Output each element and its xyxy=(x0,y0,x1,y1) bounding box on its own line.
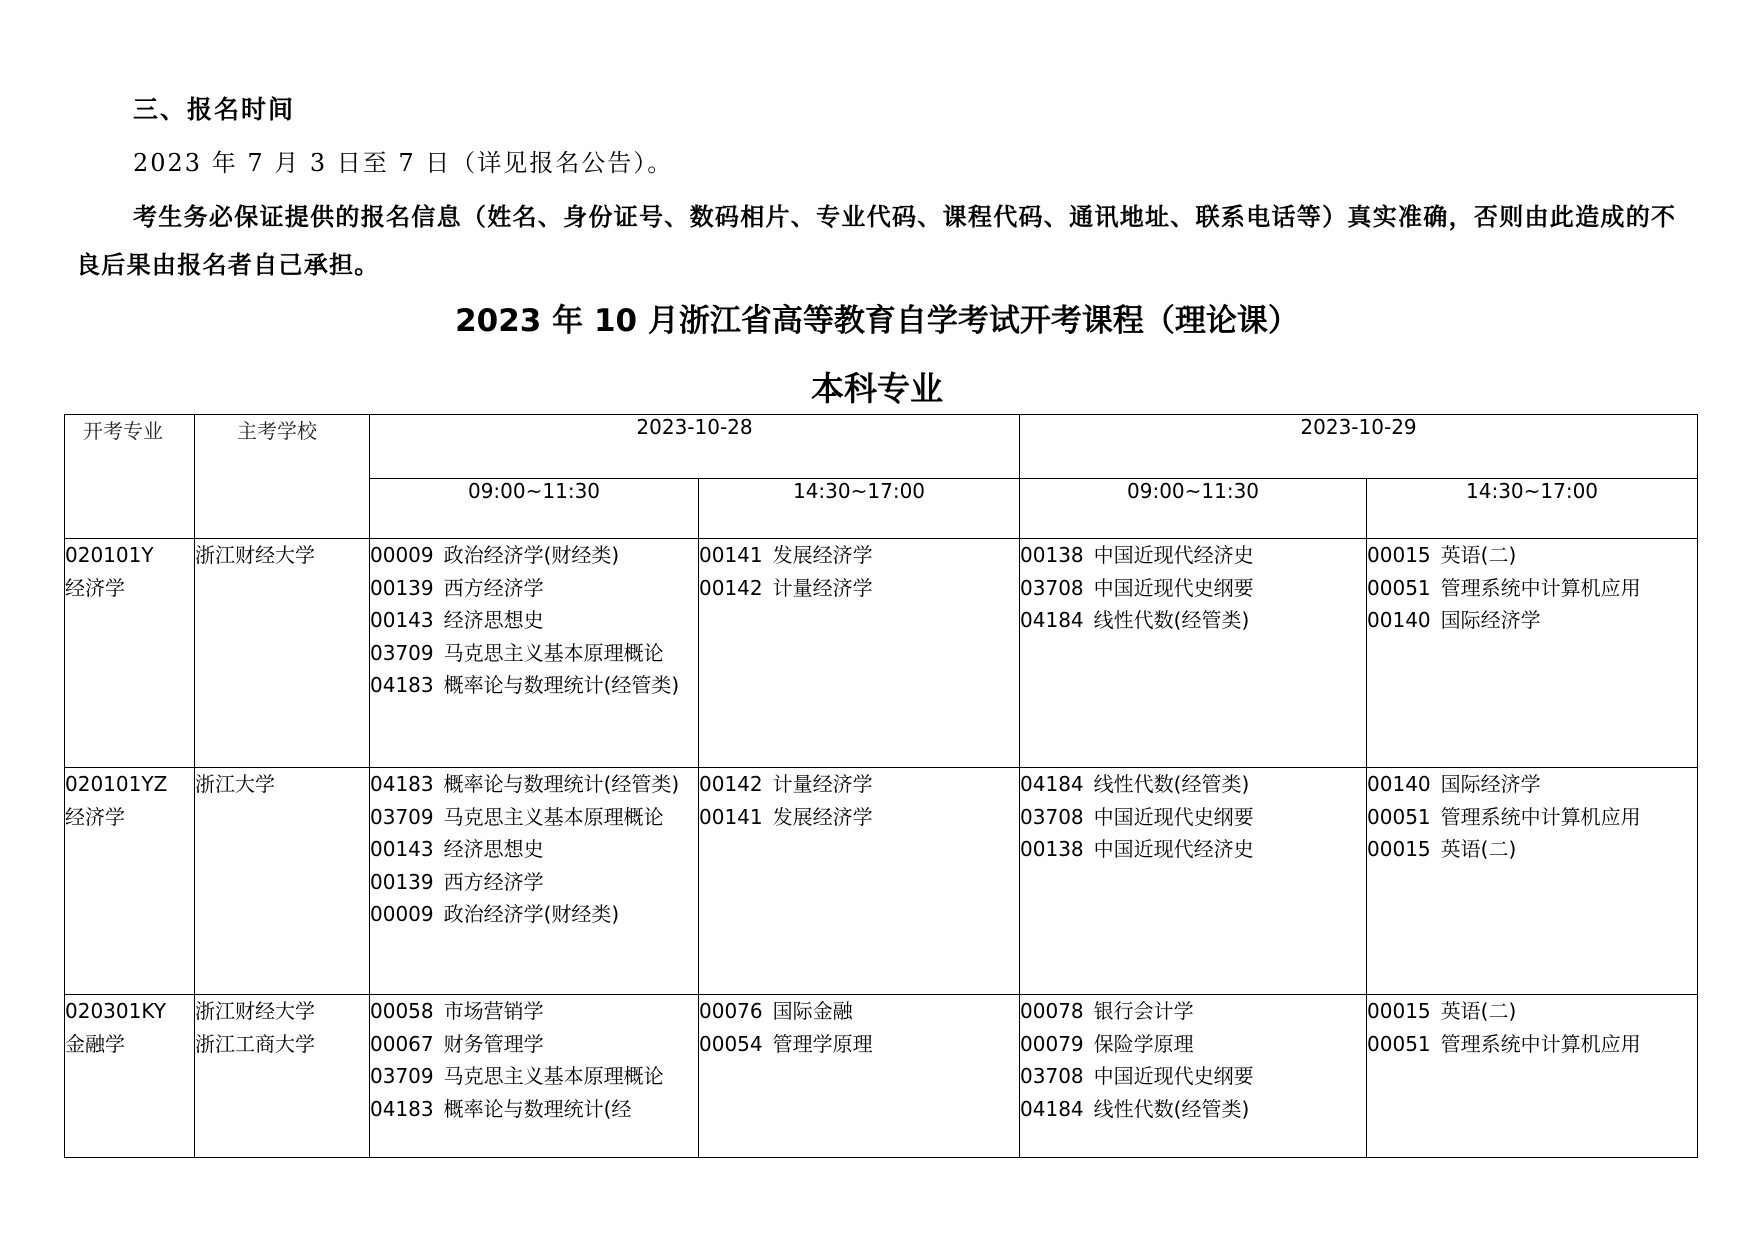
course-name: 市场营销学 xyxy=(443,999,544,1023)
col-header-day1: 2023-10-28 xyxy=(370,415,1020,479)
major-cell xyxy=(65,768,195,995)
course-name: 概率论与数理统计(经 xyxy=(443,1096,632,1121)
course-name: 西方经济学 xyxy=(443,869,544,894)
course-code: 00054 xyxy=(699,1031,763,1056)
course-name: 英语(二) xyxy=(1440,837,1517,861)
course-name: 中国近现代史纲要 xyxy=(1093,575,1254,600)
course-item xyxy=(370,669,698,702)
course-item xyxy=(1020,801,1366,834)
session-cell-d1-pm xyxy=(699,539,1020,768)
course-item xyxy=(1020,995,1366,1028)
course-item xyxy=(1020,539,1366,572)
course-name: 中国近现代经济史 xyxy=(1093,543,1254,567)
course-item xyxy=(1367,833,1697,866)
course-item xyxy=(1367,604,1697,637)
session-cell-d2-pm xyxy=(1367,995,1698,1158)
course-name: 银行会计学 xyxy=(1093,999,1194,1023)
course-name: 保险学原理 xyxy=(1093,1031,1194,1056)
course-name: 计量经济学 xyxy=(772,772,873,796)
major-name: 金融学 xyxy=(65,1031,125,1056)
course-item xyxy=(1367,539,1697,572)
course-code: 00076 xyxy=(699,999,763,1023)
course-name: 管理系统中计算机应用 xyxy=(1440,575,1641,600)
col-header-day2-pm: 14:30~17:00 xyxy=(1367,479,1698,539)
course-item xyxy=(1367,572,1697,605)
school-name: 浙江财经大学 xyxy=(195,999,315,1023)
school-name: 浙江大学 xyxy=(195,772,275,796)
course-code: 04184 xyxy=(1020,772,1084,796)
course-item xyxy=(1020,768,1366,801)
course-name: 概率论与数理统计(经管类) xyxy=(443,772,680,796)
course-code: 03709 xyxy=(370,640,434,665)
table-row xyxy=(65,768,1698,995)
major-cell xyxy=(65,539,195,768)
course-item xyxy=(1020,1093,1366,1126)
course-item xyxy=(370,898,698,931)
course-name: 经济思想史 xyxy=(443,608,544,632)
registration-date: 2023 年 7 月 3 日至 7 日（详见报名公告）。 xyxy=(133,149,674,177)
registration-notice: 考生务必保证提供的报名信息（姓名、身份证号、数码相片、专业代码、课程代码、通讯地址、联系电话等）真实准确，否则由此造成的不良后果由报名者自己承担。 xyxy=(76,202,1677,279)
session-cell-d1-am xyxy=(370,539,699,768)
session-cell-d2-am xyxy=(1020,539,1367,768)
major-name: 经济学 xyxy=(65,575,125,600)
course-name: 国际经济学 xyxy=(1440,608,1541,632)
session-cell-d1-am xyxy=(370,995,699,1158)
course-item xyxy=(699,768,1019,801)
course-name: 概率论与数理统计(经管类) xyxy=(443,673,680,697)
course-item xyxy=(370,995,698,1028)
course-name: 英语(二) xyxy=(1440,999,1517,1023)
col-header-day1-pm: 14:30~17:00 xyxy=(699,479,1020,539)
course-name: 英语(二) xyxy=(1440,543,1517,567)
major-cell xyxy=(65,995,195,1158)
course-name: 中国近现代史纲要 xyxy=(1093,1064,1254,1088)
course-item xyxy=(370,604,698,637)
course-code: 04184 xyxy=(1020,1096,1084,1121)
course-code: 04184 xyxy=(1020,608,1084,632)
course-item xyxy=(1020,1060,1366,1093)
course-code: 00051 xyxy=(1367,1031,1431,1056)
course-name: 政治经济学(财经类) xyxy=(443,543,620,567)
course-item xyxy=(1367,801,1697,834)
course-code: 00140 xyxy=(1367,772,1431,796)
course-code: 03708 xyxy=(1020,575,1084,600)
course-code: 03708 xyxy=(1020,1064,1084,1088)
course-item xyxy=(370,539,698,572)
col-header-day2-am: 09:00~11:30 xyxy=(1020,479,1367,539)
course-code: 00079 xyxy=(1020,1031,1084,1056)
course-item xyxy=(699,801,1019,834)
course-item xyxy=(370,572,698,605)
col-header-school: 主考学校 xyxy=(195,415,370,539)
course-item xyxy=(370,866,698,899)
course-name: 马克思主义基本原理概论 xyxy=(443,804,664,829)
course-code: 00139 xyxy=(370,575,434,600)
course-code: 04183 xyxy=(370,1096,434,1121)
course-code: 00142 xyxy=(699,575,763,600)
major-code: 020301KY xyxy=(65,999,166,1023)
course-code: 00009 xyxy=(370,543,434,567)
major-name: 经济学 xyxy=(65,804,125,829)
course-item xyxy=(1020,572,1366,605)
col-header-day1-am: 09:00~11:30 xyxy=(370,479,699,539)
course-item xyxy=(370,768,698,801)
course-item xyxy=(1020,1028,1366,1061)
course-item xyxy=(370,1093,698,1126)
course-name: 国际经济学 xyxy=(1440,772,1541,796)
course-name: 中国近现代经济史 xyxy=(1093,837,1254,861)
course-name: 西方经济学 xyxy=(443,575,544,600)
course-code: 03709 xyxy=(370,1064,434,1088)
course-name: 财务管理学 xyxy=(443,1031,544,1056)
course-item xyxy=(699,572,1019,605)
course-name: 管理系统中计算机应用 xyxy=(1440,804,1641,829)
course-code: 00051 xyxy=(1367,575,1431,600)
course-item xyxy=(370,1028,698,1061)
course-code: 00140 xyxy=(1367,608,1431,632)
course-code: 00142 xyxy=(699,772,763,796)
course-item xyxy=(699,539,1019,572)
course-code: 00009 xyxy=(370,902,434,926)
school-cell xyxy=(195,768,370,995)
course-item xyxy=(370,637,698,670)
session-cell-d1-pm xyxy=(699,995,1020,1158)
course-name: 政治经济学(财经类) xyxy=(443,902,620,926)
course-item xyxy=(370,1060,698,1093)
course-name: 发展经济学 xyxy=(772,804,873,829)
course-item xyxy=(370,801,698,834)
course-name: 线性代数(经管类) xyxy=(1093,608,1250,632)
course-item xyxy=(699,995,1019,1028)
course-code: 00143 xyxy=(370,837,434,861)
course-name: 国际金融 xyxy=(772,999,853,1023)
course-code: 00138 xyxy=(1020,837,1084,861)
course-name: 计量经济学 xyxy=(772,575,873,600)
section-heading: 三、报名时间 xyxy=(133,95,296,124)
course-code: 00143 xyxy=(370,608,434,632)
course-code: 04183 xyxy=(370,673,434,697)
course-item xyxy=(1020,833,1366,866)
major-code: 020101YZ xyxy=(65,772,168,796)
page-title: 2023 年 10 月浙江省高等教育自学考试开考课程（理论课） xyxy=(455,303,1299,339)
course-code: 03708 xyxy=(1020,804,1084,829)
course-code: 00058 xyxy=(370,999,434,1023)
major-code: 020101Y xyxy=(65,543,154,567)
course-code: 00051 xyxy=(1367,804,1431,829)
course-name: 马克思主义基本原理概论 xyxy=(443,1064,664,1088)
course-code: 00067 xyxy=(370,1031,434,1056)
course-name: 线性代数(经管类) xyxy=(1093,772,1250,796)
course-code: 00141 xyxy=(699,543,763,567)
course-name: 管理学原理 xyxy=(772,1031,873,1056)
course-code: 00141 xyxy=(699,804,763,829)
page-subtitle: 本科专业 xyxy=(811,369,943,408)
course-code: 03709 xyxy=(370,804,434,829)
session-cell-d2-am xyxy=(1020,768,1367,995)
school-cell xyxy=(195,539,370,768)
course-item xyxy=(699,1028,1019,1061)
col-header-major: 开考专业 xyxy=(65,415,195,539)
course-code: 00015 xyxy=(1367,999,1431,1023)
session-cell-d2-pm xyxy=(1367,768,1698,995)
course-name: 管理系统中计算机应用 xyxy=(1440,1031,1641,1056)
course-code: 00015 xyxy=(1367,837,1431,861)
course-code: 00015 xyxy=(1367,543,1431,567)
col-header-day2: 2023-10-29 xyxy=(1020,415,1698,479)
course-code: 04183 xyxy=(370,772,434,796)
table-row xyxy=(65,539,1698,768)
course-item xyxy=(1367,1028,1697,1061)
session-cell-d2-am xyxy=(1020,995,1367,1158)
school-name: 浙江财经大学 xyxy=(195,543,315,567)
course-name: 马克思主义基本原理概论 xyxy=(443,640,664,665)
exam-schedule-table xyxy=(64,414,1698,1158)
session-cell-d2-pm xyxy=(1367,539,1698,768)
course-code: 00139 xyxy=(370,869,434,894)
course-code: 00138 xyxy=(1020,543,1084,567)
course-code: 00078 xyxy=(1020,999,1084,1023)
course-item xyxy=(1367,995,1697,1028)
session-cell-d1-pm xyxy=(699,768,1020,995)
course-name: 中国近现代史纲要 xyxy=(1093,804,1254,829)
course-name: 经济思想史 xyxy=(443,837,544,861)
course-item xyxy=(1020,604,1366,637)
course-name: 发展经济学 xyxy=(772,543,873,567)
school-name: 浙江工商大学 xyxy=(195,1031,315,1056)
table-row xyxy=(65,995,1698,1158)
course-name: 线性代数(经管类) xyxy=(1093,1096,1250,1121)
course-item xyxy=(1367,768,1697,801)
course-item xyxy=(370,833,698,866)
school-cell xyxy=(195,995,370,1158)
session-cell-d1-am xyxy=(370,768,699,995)
